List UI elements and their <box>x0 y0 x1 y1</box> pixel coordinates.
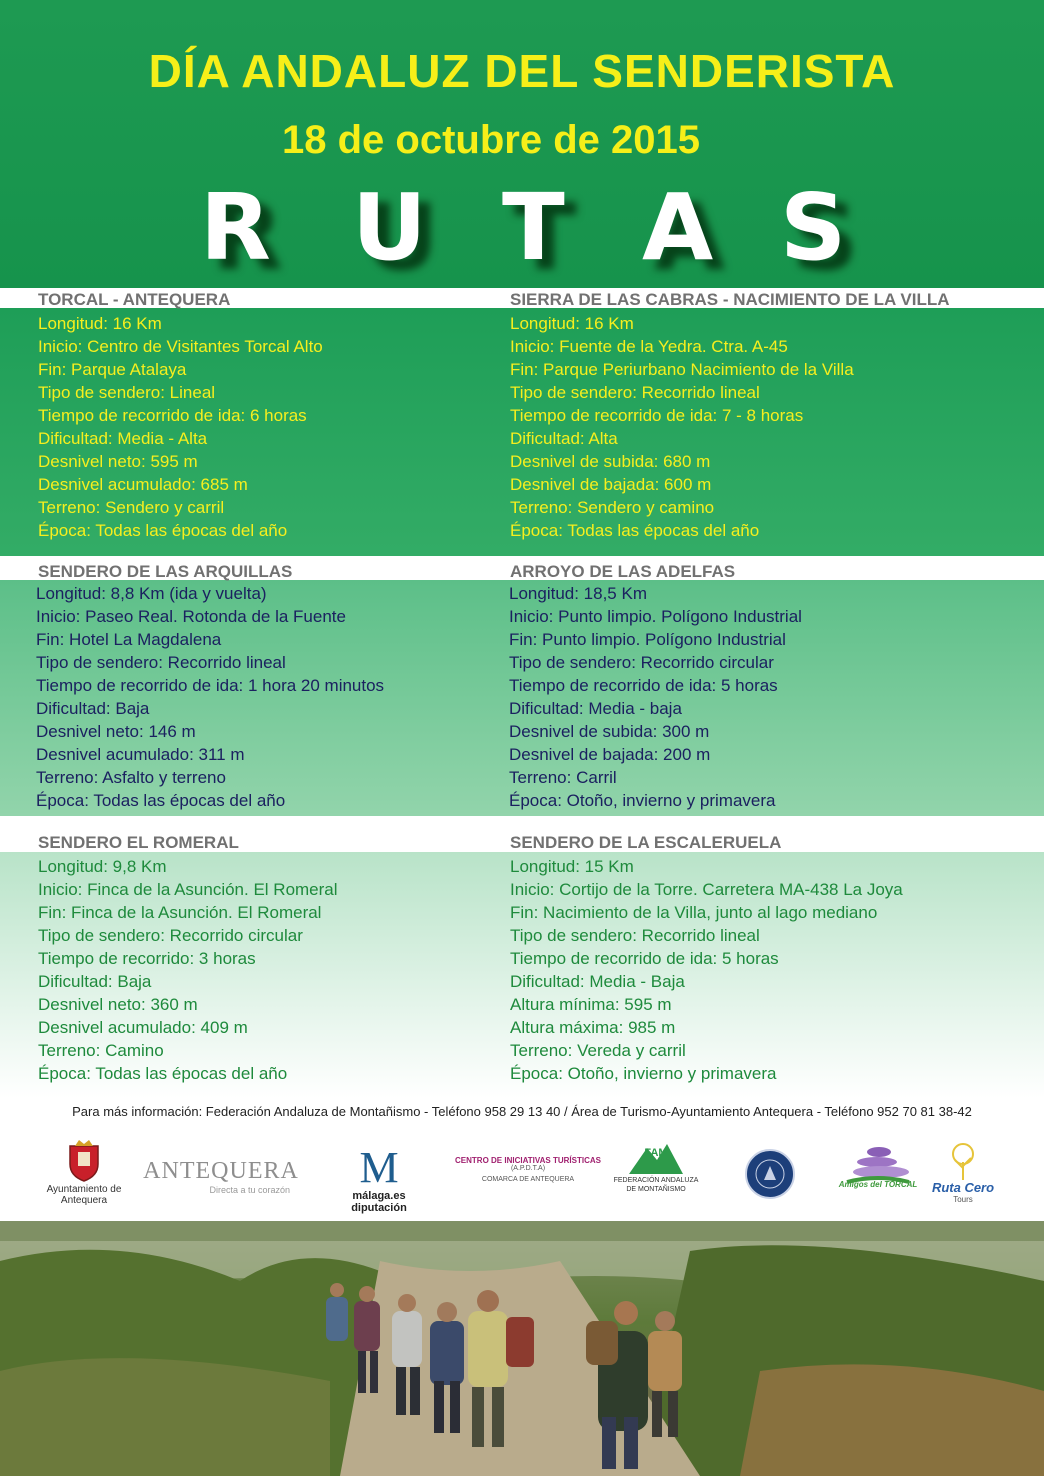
route-detail: Longitud: 8,8 Km (ida y vuelta) <box>36 584 267 603</box>
route-detail: Desnivel de subida: 680 m <box>510 452 711 471</box>
route-title: SENDERO DE LA ESCALERUELA <box>510 833 782 852</box>
route-detail: Desnivel acumulado: 409 m <box>38 1018 248 1037</box>
route-detail: Fin: Parque Atalaya <box>38 360 187 379</box>
route-detail: Desnivel acumulado: 685 m <box>38 475 248 494</box>
route-detail: Época: Otoño, invierno y primavera <box>510 1064 777 1083</box>
route-detail: Desnivel neto: 146 m <box>36 722 196 741</box>
route-detail: Tiempo de recorrido: 3 horas <box>38 949 256 968</box>
logo-text: málaga.es diputación <box>351 1190 407 1214</box>
route-detail: Inicio: Punto limpio. Polígono Industrial <box>509 607 802 626</box>
route-title: TORCAL - ANTEQUERA <box>38 290 231 309</box>
logo-ruta-cero <box>930 1140 996 1216</box>
route-detail: Dificultad: Media - Alta <box>38 429 208 448</box>
route-detail: Dificultad: Alta <box>510 429 618 448</box>
route-detail: Longitud: 18,5 Km <box>509 584 647 603</box>
route-detail: Desnivel de subida: 300 m <box>509 722 710 741</box>
route-detail: Dificultad: Baja <box>38 972 152 991</box>
route-detail: Longitud: 16 Km <box>38 314 162 333</box>
route-detail: Inicio: Cortijo de la Torre. Carretera MA-438 La Joya <box>510 880 903 899</box>
header-banner <box>0 0 1044 288</box>
logo-amigos-torcal <box>836 1146 920 1222</box>
route-details <box>510 312 854 542</box>
event-title: DÍA ANDALUZ DEL SENDERISTA <box>148 45 896 97</box>
route-detail: Desnivel de bajada: 200 m <box>509 745 711 764</box>
seal-icon <box>744 1148 796 1200</box>
route-detail: Tipo de sendero: Lineal <box>38 383 216 402</box>
route-title: SENDERO DE LAS ARQUILLAS <box>38 562 293 581</box>
tree-icon <box>943 1140 983 1180</box>
route-detail: Época: Otoño, invierno y primavera <box>509 791 776 810</box>
route-detail: Terreno: Asfalto y terreno <box>36 768 226 787</box>
route-detail: Tipo de sendero: Recorrido circular <box>38 926 303 945</box>
logo-subtext: COMARCA DE ANTEQUERA <box>481 1176 575 1183</box>
hikers-scene-icon <box>0 1221 1044 1476</box>
route-detail: Tiempo de recorrido de ida: 5 horas <box>510 949 779 968</box>
logo-ayuntamiento <box>36 1140 132 1216</box>
route-detail: Fin: Hotel La Magdalena <box>36 630 222 649</box>
route-detail: Tipo de sendero: Recorrido lineal <box>510 926 760 945</box>
route-detail: Terreno: Carril <box>509 768 617 787</box>
route-detail: Inicio: Centro de Visitantes Torcal Alto <box>38 337 323 356</box>
route-detail: Época: Todas las épocas del año <box>38 521 288 540</box>
route-detail: Tipo de sendero: Recorrido circular <box>509 653 774 672</box>
route-detail: Tiempo de recorrido de ida: 7 - 8 horas <box>510 406 804 425</box>
route-detail: Terreno: Sendero y carril <box>38 498 225 517</box>
logo-text: Ruta Cero <box>931 1180 995 1195</box>
rutas-letter: T <box>502 174 565 281</box>
route-detail: Inicio: Finca de la Asunción. El Romeral <box>38 880 338 899</box>
route-detail: Dificultad: Baja <box>36 699 150 718</box>
rutas-letter: U <box>352 174 427 281</box>
rutas-letter: A <box>642 174 714 281</box>
logo-letter: M <box>359 1143 399 1192</box>
route-detail: Fin: Finca de la Asunción. El Romeral <box>38 903 322 922</box>
logo-abbr: (A.P.D.T.A) <box>510 1165 546 1172</box>
logo-text: Amigos del TORCAL <box>838 1180 918 1189</box>
route-detail: Inicio: Fuente de la Yedra. Ctra. A-45 <box>510 337 788 356</box>
logo-subtext: Tours <box>953 1195 973 1204</box>
route-detail: Longitud: 16 Km <box>510 314 634 333</box>
route-details <box>36 582 384 812</box>
logo-text: ANTEQUERA <box>143 1158 299 1184</box>
route-detail: Terreno: Vereda y carril <box>510 1041 686 1060</box>
coat-of-arms-icon <box>67 1140 101 1182</box>
event-date: 18 de octubre de 2015 <box>282 118 700 162</box>
logo-text: Ayuntamiento de Antequera <box>46 1184 122 1206</box>
route-detail: Dificultad: Media - baja <box>509 699 682 718</box>
route-detail: Fin: Parque Periurbano Nacimiento de la Villa <box>510 360 854 379</box>
route-title: SENDERO EL ROMERAL <box>38 833 239 852</box>
logo-malaga-diputacion <box>326 1143 432 1222</box>
route-detail: Tiempo de recorrido de ida: 1 hora 20 minutos <box>36 676 385 695</box>
route-detail: Tipo de sendero: Recorrido lineal <box>36 653 286 672</box>
route-detail: Tipo de sendero: Recorrido lineal <box>510 383 760 402</box>
route-detail: Longitud: 9,8 Km <box>38 857 167 876</box>
route-detail: Altura mínima: 595 m <box>510 995 672 1014</box>
route-detail: Época: Todas las épocas del año <box>36 791 286 810</box>
logo-seal <box>742 1148 798 1224</box>
route-title: ARROYO DE LAS ADELFAS <box>510 562 736 581</box>
route-detail: Dificultad: Media - Baja <box>510 972 685 991</box>
route-detail: Fin: Punto limpio. Polígono Industrial <box>509 630 786 649</box>
logo-text: FEDERACIÓN ANDALUZA DE MONTAÑISMO <box>613 1177 699 1193</box>
route-detail: Longitud: 15 Km <box>510 857 634 876</box>
rutas-heading <box>0 174 1044 281</box>
logo-tagline: Directa a tu corazón <box>209 1185 290 1195</box>
route-detail: Desnivel de bajada: 600 m <box>510 475 712 494</box>
route-detail: Inicio: Paseo Real. Rotonda de la Fuente <box>36 607 346 626</box>
route-detail: Tiempo de recorrido de ida: 5 horas <box>509 676 778 695</box>
route-details <box>38 855 338 1085</box>
logo-fam <box>610 1140 702 1216</box>
logo-text: CENTRO DE INICIATIVAS TURÍSTICAS <box>455 1156 601 1165</box>
rutas-letter: R <box>200 174 271 281</box>
route-detail: Terreno: Camino <box>38 1041 164 1060</box>
route-details <box>509 582 802 812</box>
route-detail: Desnivel neto: 360 m <box>38 995 198 1014</box>
route-detail: Desnivel acumulado: 311 m <box>36 745 245 764</box>
hikers-photo <box>0 1221 1044 1476</box>
rutas-letter: S <box>780 174 847 281</box>
logo-abbr: FAM <box>644 1147 668 1159</box>
contact-info: Para más información: Federación Andaluza de Montañismo - Teléfono 958 29 13 40 / Área de Turismo-Ayuntamiento Antequera - Teléfono 952 70 81 38-42 <box>72 1104 972 1119</box>
route-detail: Terreno: Sendero y camino <box>510 498 715 517</box>
route-details <box>510 855 903 1085</box>
route-title: SIERRA DE LAS CABRAS - NACIMIENTO DE LA VILLA <box>510 290 950 309</box>
route-detail: Fin: Nacimiento de la Villa, junto al lago mediano <box>510 903 878 922</box>
route-detail: Tiempo de recorrido de ida: 6 horas <box>38 406 307 425</box>
route-detail: Altura máxima: 985 m <box>510 1018 676 1037</box>
route-detail: Época: Todas las épocas del año <box>510 521 760 540</box>
route-detail: Desnivel neto: 595 m <box>38 452 198 471</box>
route-detail: Época: Todas las épocas del año <box>38 1064 288 1083</box>
route-details <box>38 312 323 542</box>
